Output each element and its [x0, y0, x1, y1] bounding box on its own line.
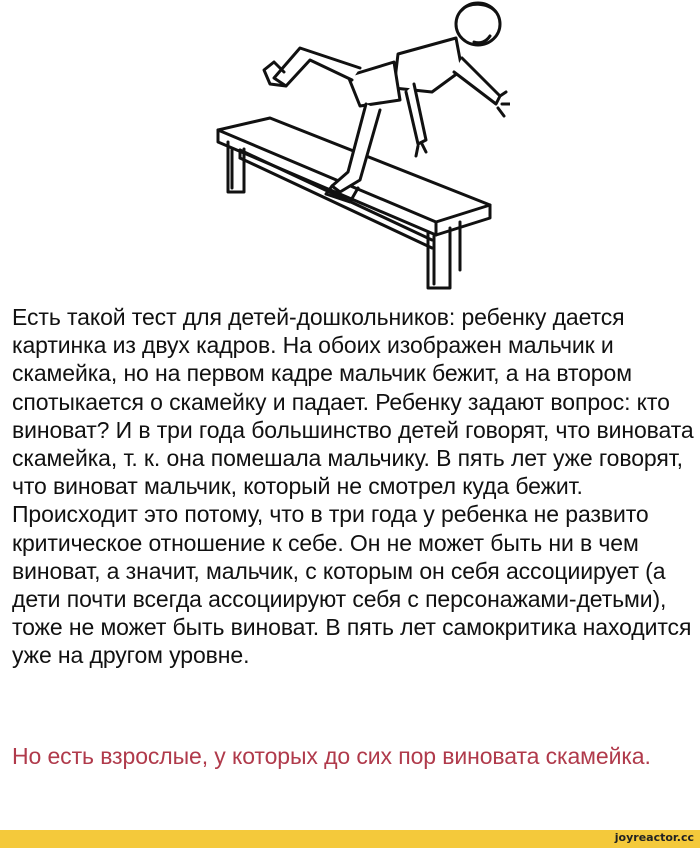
site-watermark[interactable]: joyreactor.cc: [614, 831, 694, 844]
footer-bar: [0, 830, 700, 848]
highlight-text: Но есть взрослые, у которых до сих пор виновата скамейка.: [12, 743, 651, 769]
post-text: Есть такой тест для детей-дошкольников: ребенку дается картинка из двух кадров. На обоих изображен мальчик и скамейка, но на первом кадре мальчик бежит, а на втором спотыкается о скамейку и падает. Ребенку задают вопрос: кто виноват? И в три года большинство детей говорят, что виновата скамейка, т. к. она помешала мальчику. В пять лет уже говорят, что виноват мальчик, который не смотрел куда бежит. Происходит это потому, что в три года у ребенка не развито критическое отношение к себе. Он не может быть ни в чем виноват, а значит, мальчик, с которым он себя ассоциирует (а дети почти всегда ассоциируют себя с персонажами-детьми), тоже не может быть виноват. В пять лет самокритика находится уже на другом уровне.: [12, 304, 694, 669]
boy-tripping-over-bench-icon: [200, 0, 510, 300]
